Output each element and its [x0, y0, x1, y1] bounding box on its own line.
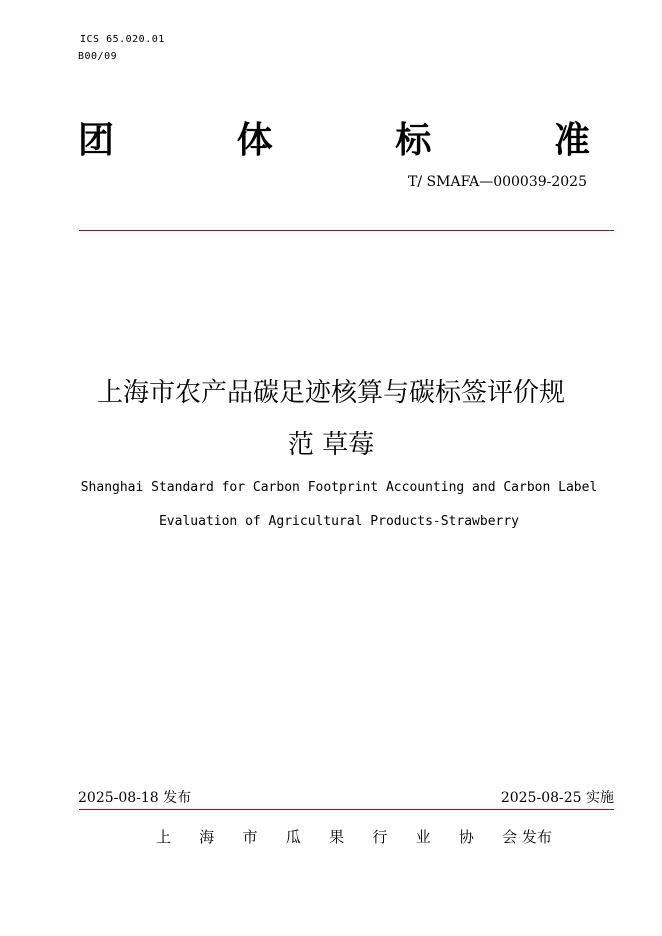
bottom-divider	[79, 809, 614, 810]
chinese-title-line-1: 上海市农产品碳足迹核算与碳标签评价规	[96, 378, 565, 408]
top-divider	[79, 230, 614, 231]
publisher-char: 业	[415, 828, 431, 846]
publisher-char: 果	[329, 828, 345, 846]
issue-date: 2025-08-18 发布	[78, 790, 192, 806]
english-title-line-2: Evaluation of Agricultural Products-Strawberry	[158, 514, 520, 529]
publisher-char: 行	[372, 828, 388, 846]
ccs-code: B00/09	[78, 51, 118, 62]
standard-type-char: 标	[395, 119, 432, 161]
publisher-char: 瓜	[285, 828, 301, 846]
publisher-char: 会 发布	[502, 828, 552, 846]
publisher-char: 海	[199, 828, 215, 846]
chinese-title-line-2: 范 草莓	[287, 430, 375, 460]
english-title-line-1: Shanghai Standard for Carbon Footprint Accounting and Carbon Label	[80, 480, 598, 495]
standard-number: T/ SMAFA—000039-2025	[408, 174, 587, 190]
standard-type-heading	[78, 114, 590, 166]
standard-type-char: 准	[553, 119, 590, 161]
implementation-date: 2025-08-25 实施	[500, 790, 614, 806]
standard-type-char: 团	[78, 119, 115, 161]
publisher-char: 协	[458, 828, 474, 846]
ics-code: ICS 65.020.01	[80, 34, 165, 45]
publisher-char: 市	[242, 828, 258, 846]
standard-type-char: 体	[236, 119, 273, 161]
publisher-char: 上	[156, 828, 172, 846]
publisher-line	[156, 826, 552, 848]
